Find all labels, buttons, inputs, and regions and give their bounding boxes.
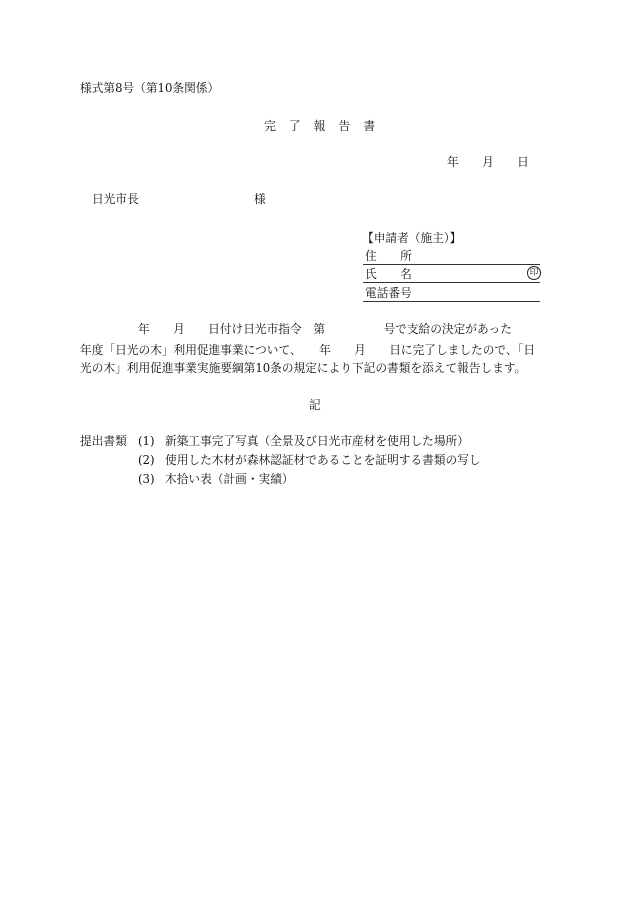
form-number: 様式第8号（第10条関係）	[80, 81, 220, 95]
body-line: 年 月 日付け日光市指令 第 号で支給の決定があった	[138, 322, 512, 336]
name-label: 氏 名	[365, 267, 412, 281]
addressee-honorific: 様	[254, 192, 266, 206]
applicant-address-row	[363, 249, 540, 265]
document-item-number: (3)	[138, 472, 155, 486]
record-heading: 記	[309, 398, 321, 412]
document-list-item	[138, 453, 578, 467]
document-list-item	[138, 472, 578, 486]
body-line: 光の木」利用促進事業実施要綱第10条の規定により下記の書類を添えて報告します。	[80, 361, 527, 375]
document-item-number: (1)	[138, 434, 155, 448]
applicant-heading: 【申請者（施主）】	[362, 231, 462, 245]
document-item-text: 新築工事完了写真（全景及び日光市産材を使用した場所）	[165, 434, 469, 448]
documents-label: 提出書類	[80, 434, 127, 448]
date-line: 年 月 日	[447, 155, 529, 169]
document-item-text: 使用した木材が森林認証材であることを証明する書類の写し	[165, 453, 481, 467]
document-item-number: (2)	[138, 453, 155, 467]
body-line: 年度「日光の木」利用促進事業について、 年 月 日に完了しましたので、「日	[80, 343, 536, 357]
address-label: 住 所	[365, 249, 412, 263]
phone-label: 電話番号	[365, 286, 412, 300]
applicant-name-row	[363, 267, 540, 283]
seal-mark-icon: 印	[527, 266, 541, 280]
document-list-item	[138, 434, 578, 448]
addressee-name: 日光市長	[92, 192, 139, 206]
applicant-phone-row	[363, 286, 540, 302]
document-item-text: 木拾い表（計画・実績）	[165, 472, 294, 486]
document-title: 完了報告書	[264, 119, 389, 133]
